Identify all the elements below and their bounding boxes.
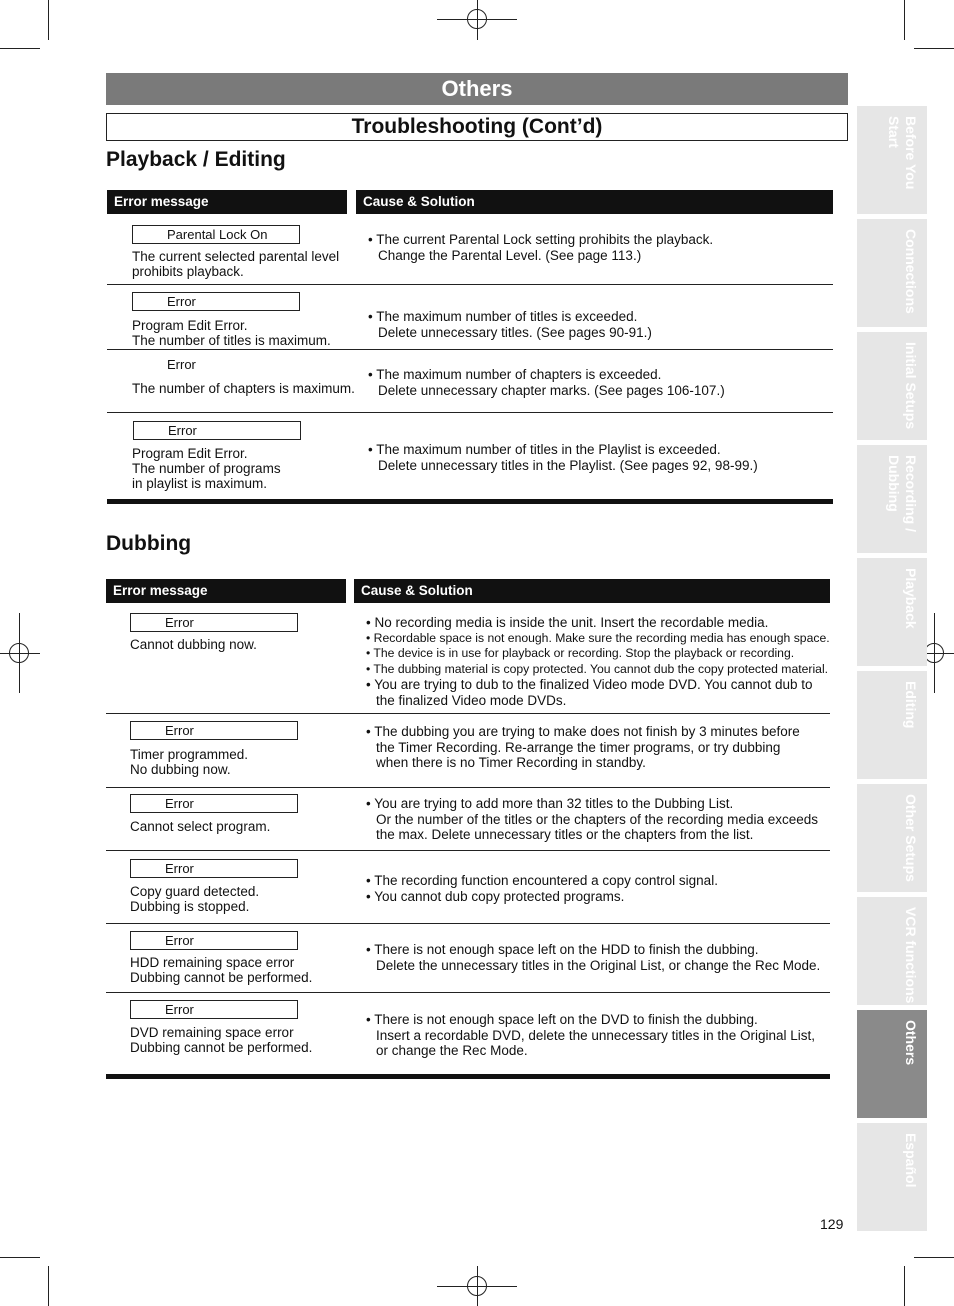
crop-mark — [904, 0, 905, 40]
error-description: Cannot dubbing now. — [130, 637, 257, 652]
crop-mark — [0, 48, 40, 49]
registration-mark — [924, 643, 944, 663]
cause-item: • No recording media is inside the unit. Insert the recordable media. — [366, 615, 769, 630]
row-divider — [106, 923, 830, 924]
row-divider — [106, 713, 830, 714]
cause-item: • The maximum number of titles is exceeded. Delete unnecessary titles. (See pages 90-91.) — [368, 309, 652, 340]
table-bottom-rule — [107, 499, 833, 504]
cause-item: • The maximum number of chapters is exceeded. Delete unnecessary chapter marks. (See pages 106-107.) — [368, 367, 725, 398]
tab-label: Español — [903, 1133, 919, 1188]
cause-solution — [366, 724, 800, 771]
column-header-error: Error message — [106, 579, 346, 603]
tab-label: Others — [903, 1020, 919, 1066]
tab-connections[interactable] — [857, 219, 927, 327]
cause-solution — [368, 442, 758, 473]
crop-mark — [904, 1266, 905, 1306]
crop-mark — [914, 48, 954, 49]
cause-item: • You cannot dub copy protected programs. — [366, 888, 625, 904]
cause-item: • The current Parental Lock setting prohibits the playback. Change the Parental Level. (See page 113.) — [368, 232, 714, 263]
error-description: DVD remaining space error Dubbing cannot be performed. — [130, 1025, 313, 1055]
error-description: HDD remaining space error Dubbing cannot be performed. — [130, 955, 313, 985]
tab-label: Initial Setups — [903, 342, 919, 430]
registration-mark — [467, 1276, 487, 1296]
crop-mark — [48, 1266, 49, 1306]
error-description: The current selected parental level prohibits playback. — [132, 249, 340, 279]
error-label-box: Error — [130, 721, 298, 740]
page-number: 129 — [820, 1216, 844, 1232]
cause-solution — [366, 942, 820, 973]
cause-item: • You are trying to add more than 32 titles to the Dubbing List. Or the number of the titles or the chapters of the recording media exceeds the max. Delete unnecessary titles or the chapters from the list. — [366, 796, 818, 842]
cause-item: • There is not enough space left on the DVD to finish the dubbing. Insert a recordable DVD, delete the unnecessary titles in the Original List, or change the Rec Mode. — [366, 1012, 815, 1058]
cause-item: • Recordable space is not enough. Make sure the recording media has enough space. — [366, 630, 830, 645]
error-description: Timer programmed. No dubbing now. — [130, 747, 249, 777]
cause-solution — [366, 615, 836, 708]
crop-mark — [0, 1257, 40, 1258]
tab-vcr-functions[interactable] — [857, 897, 927, 1005]
cause-item: • There is not enough space left on the HDD to finish the dubbing. Delete the unnecessary titles in the Original List, or change the Rec Mode. — [366, 942, 821, 973]
error-label-box: Error — [130, 794, 298, 813]
tab-label: Editing — [903, 681, 919, 729]
row-divider — [107, 412, 833, 413]
section-title-playback: Playback / Editing — [106, 148, 286, 171]
error-label-box: Error — [167, 357, 196, 372]
error-label-box: Error — [130, 1000, 298, 1019]
cause-solution — [368, 232, 713, 263]
error-label-box: Error — [132, 292, 300, 311]
tab-editing[interactable] — [857, 671, 927, 779]
error-label-box: Error — [130, 859, 298, 878]
crop-mark — [914, 1257, 954, 1258]
tab-label: Playback — [903, 568, 919, 629]
error-label-box: Error — [133, 421, 301, 440]
tab-playback[interactable] — [857, 558, 927, 666]
tab-recording-dubbing[interactable] — [857, 445, 927, 553]
error-description: Copy guard detected. Dubbing is stopped. — [130, 884, 260, 914]
row-divider — [106, 850, 830, 851]
cause-solution — [368, 309, 652, 340]
row-divider — [106, 787, 830, 788]
cause-item: • The dubbing material is copy protected. You cannot dub the copy protected material. — [366, 661, 829, 676]
tab-espanol[interactable] — [857, 1123, 927, 1231]
error-description: Cannot select program. — [130, 819, 271, 834]
row-divider — [107, 284, 833, 285]
crop-mark — [48, 0, 49, 40]
error-description: The number of chapters is maximum. — [132, 381, 355, 396]
section-title-dubbing: Dubbing — [106, 532, 192, 555]
tab-label: Connections — [903, 229, 919, 314]
error-label-box: Error — [130, 931, 298, 950]
tab-label: Other Setups — [903, 794, 919, 882]
error-description: Program Edit Error. The number of titles is maximum. — [132, 318, 331, 348]
row-divider — [106, 992, 830, 993]
tab-initial-setups[interactable] — [857, 332, 927, 440]
page-title: Troubleshooting (Cont’d) — [106, 113, 848, 141]
column-header-error: Error message — [107, 190, 347, 214]
column-header-cause: Cause & Solution — [354, 579, 830, 603]
cause-item: • The device is in use for playback or recording. Stop the playback or recording. — [366, 646, 795, 660]
cause-item: • The recording function encountered a copy control signal. — [366, 873, 718, 888]
tab-label: Before You Start — [886, 116, 919, 190]
error-label-box: Error — [130, 613, 298, 632]
column-header-cause: Cause & Solution — [356, 190, 833, 214]
tab-other-setups[interactable] — [857, 784, 927, 892]
table-bottom-rule — [106, 1074, 830, 1079]
tab-others[interactable] — [857, 1010, 927, 1118]
cause-solution — [366, 873, 718, 904]
cause-solution — [366, 796, 818, 843]
tab-label: Recording / Dubbing — [886, 455, 919, 533]
registration-mark — [9, 643, 29, 663]
tab-before-you-start[interactable] — [857, 106, 927, 214]
cause-item: • You are trying to dub to the finalized Video mode DVD. You cannot dub to the finalized Video mode DVDs. — [366, 677, 813, 708]
cause-solution — [366, 1012, 815, 1059]
cause-item: • The dubbing you are trying to make does not finish by 3 minutes before the Timer Recording. Re-arrange the timer programs, or try dubbing when there is no Timer Recording in standby. — [366, 724, 800, 770]
error-description: Program Edit Error. The number of programs in playlist is maximum. — [132, 446, 281, 491]
cause-solution — [368, 367, 725, 398]
tab-label: VCR functions — [903, 907, 919, 1004]
chapter-banner: Others — [106, 73, 848, 105]
row-divider — [107, 349, 833, 350]
cause-item: • The maximum number of titles in the Playlist is exceeded. Delete unnecessary titles in the Playlist. (See pages 92, 98-99.) — [368, 442, 758, 473]
registration-mark — [467, 9, 487, 29]
error-label-box: Parental Lock On — [132, 225, 300, 244]
